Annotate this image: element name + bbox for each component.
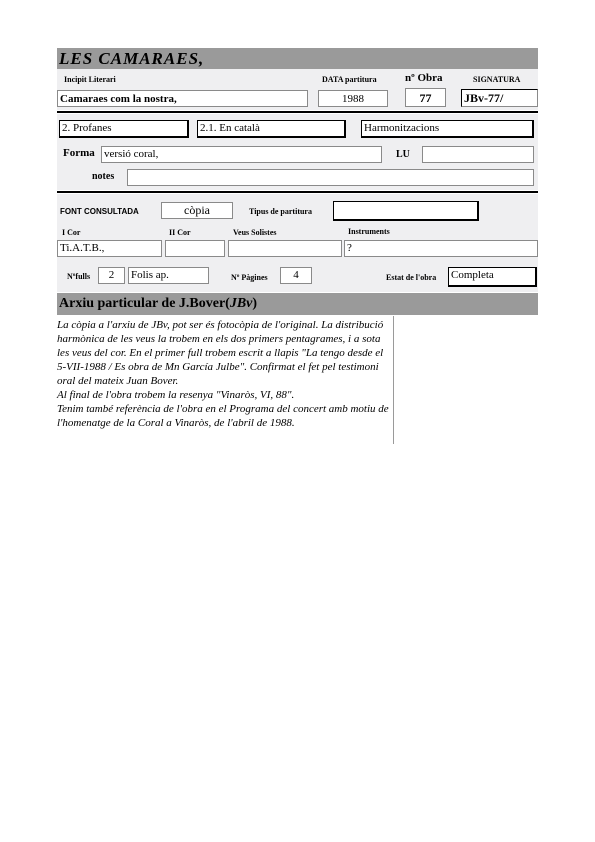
veus-field[interactable] <box>228 240 342 257</box>
divider-2 <box>57 191 538 193</box>
data-label: DATA partitura <box>322 75 377 84</box>
nobra-label: nº Obra <box>405 72 443 84</box>
estat-field[interactable]: Completa <box>448 267 537 287</box>
instruments-label: Instruments <box>348 227 390 236</box>
incipit-field[interactable]: Camaraes com la nostra, <box>57 90 308 107</box>
lu-label: LU <box>396 149 410 160</box>
font-field[interactable]: còpia <box>161 202 233 219</box>
nfulls-label: Nºfulls <box>67 272 91 281</box>
archive-suffix: ) <box>252 296 258 311</box>
category-field-3[interactable]: Harmonitzacions <box>361 120 534 138</box>
incipit-label: Incipit Literari <box>64 75 116 84</box>
instruments-field[interactable]: ? <box>344 240 538 257</box>
archive-notes: La còpia a l'arxiu de JBv, pot ser és fotocòpia de l'original. La distribució harmònica de les veus la trobem en els dos primers pentagrames, i a sota les veus del cor. En el primer full trobem escrit a llapis "La tengo desde el 5-VII-1988 / Es obra de Mn García Julbe". Confirmat el fet pel testimoni oral del mateix Juan Bover. Al final de l'obra trobem la resenya "Vinaròs, VI, 88". Tenim també referència de l'obra en el Programa del concert amb motiu de l'homenatge de la Coral a Vinaròs, de l'abril de 1988. <box>57 319 389 429</box>
category-field-1[interactable]: 2. Profanes <box>59 120 189 138</box>
signatura-label: SIGNATURA <box>473 75 521 84</box>
notes-field[interactable] <box>127 169 534 186</box>
category-field-2[interactable]: 2.1. En català <box>197 120 346 138</box>
archive-prefix: Arxiu particular de J.Bover( <box>59 296 230 311</box>
font-label: FONT CONSULTADA <box>60 207 139 216</box>
npagines-label: Nº Pàgines <box>231 273 268 282</box>
archive-code: JBv <box>229 296 253 311</box>
notes-label: notes <box>92 171 115 182</box>
divider-1 <box>57 111 538 113</box>
tipus-label: Tipus de partitura <box>249 207 312 216</box>
forma-label: Forma <box>63 147 95 159</box>
lu-field[interactable] <box>422 146 534 163</box>
page-title: LES CAMARAES, <box>57 48 538 69</box>
iicor-label: II Cor <box>169 228 191 237</box>
veus-label: Veus Solistes <box>233 228 277 237</box>
archive-title <box>57 293 538 315</box>
icor-field[interactable]: Ti.A.T.B., <box>57 240 162 257</box>
tipus-field[interactable] <box>333 201 479 221</box>
signatura-field[interactable]: JBv-77/ <box>461 89 538 107</box>
column-divider <box>393 316 394 444</box>
estat-label: Estat de l'obra <box>386 273 437 282</box>
nobra-field[interactable]: 77 <box>405 88 446 107</box>
iicor-field[interactable] <box>165 240 225 257</box>
forma-field[interactable]: versió coral, <box>101 146 382 163</box>
npagines-field[interactable]: 4 <box>280 267 312 284</box>
folis-field[interactable]: Folis ap. <box>128 267 209 284</box>
data-field[interactable]: 1988 <box>318 90 388 107</box>
nfulls-field[interactable]: 2 <box>98 267 125 284</box>
icor-label: I Cor <box>62 228 81 237</box>
